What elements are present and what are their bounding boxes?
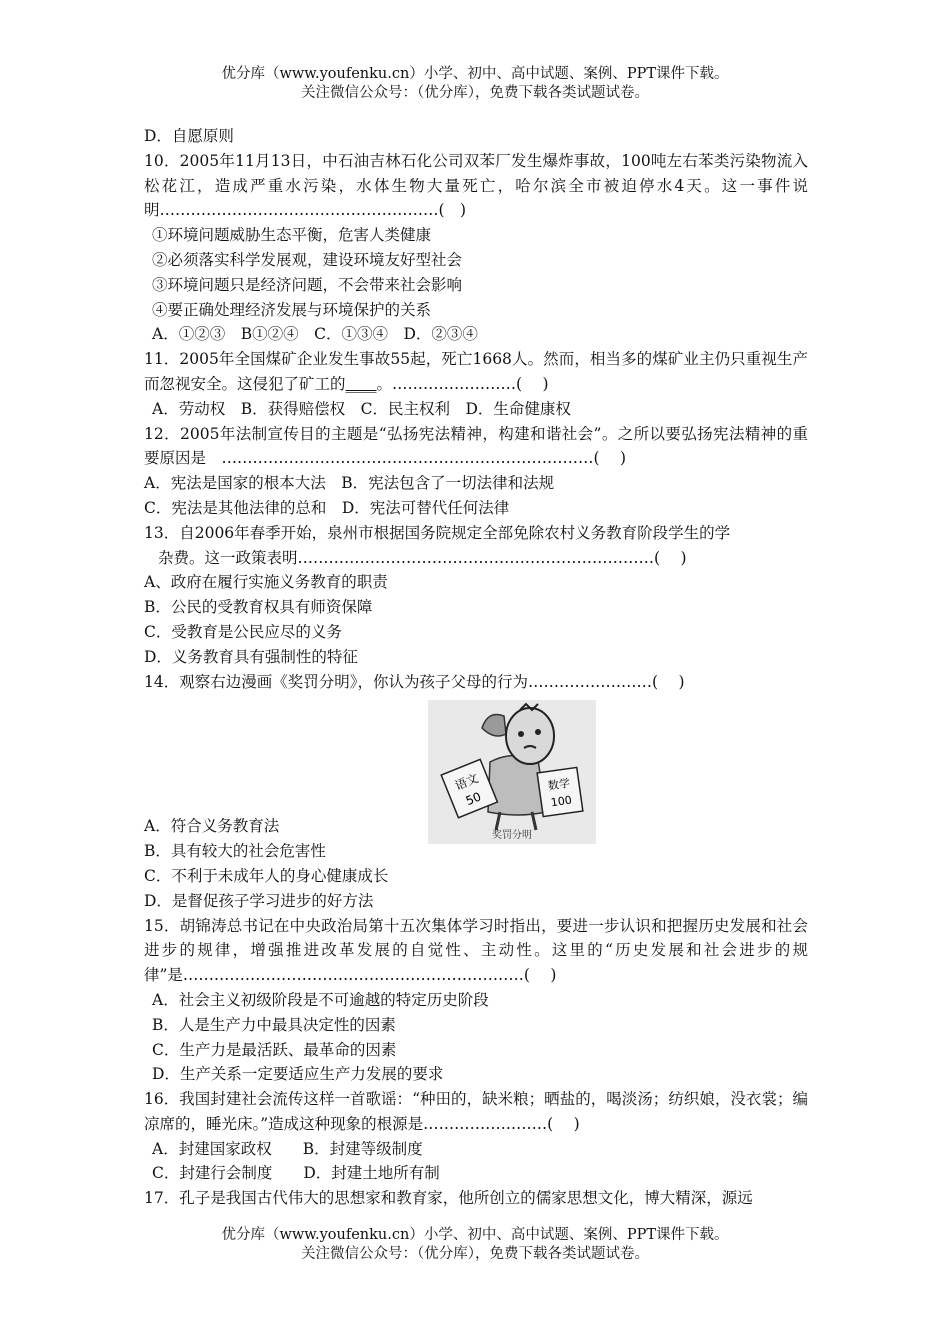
left-paper-score: 50 — [463, 789, 484, 809]
q10-item-4: ④要正确处理经济发展与环境保护的关系 — [152, 300, 432, 319]
q11-options: A．劳动权 B．获得赔偿权 C．民主权利 D．生命健康权 — [152, 399, 571, 418]
q12-options-row-2: C．宪法是其他法律的总和 D．宪法可替代任何法律 — [144, 498, 510, 517]
page-header — [0, 65, 950, 103]
cartoon-caption: 奖罚分明 — [492, 830, 532, 842]
q13-stem-line-2: 杂费。这一政策表明……………………………………………………………( ) — [158, 548, 687, 567]
q15-stem: 15．胡锦涛总书记在中央政治局第十五次集体学习时指出，要进一步认识和把握历史发展和社会进步的规律，增强推进改革发展的自觉性、主动性。这里的“历史发展和社会进步的规律”是…………………………………………………………( ) — [144, 916, 808, 985]
footer-line-2: 关注微信公众号：（优分库），免费下载各类试题试卷。 — [301, 1246, 649, 1262]
q11-blank: ____ — [345, 374, 377, 393]
right-paper-subject: 数学 — [547, 776, 571, 793]
right-paper-score: 100 — [550, 793, 573, 810]
q10-item-3: ③环境问题只是经济问题，不会带来社会影响 — [152, 275, 463, 294]
q14-option-b: B．具有较大的社会危害性 — [144, 842, 326, 861]
q11-stem-after: 。……………………( ) — [376, 374, 549, 393]
page-footer — [0, 1226, 950, 1264]
q13-option-c: C．受教育是公民应尽的义务 — [144, 622, 342, 641]
q15-option-d: D．生产关系一定要适应生产力发展的要求 — [152, 1065, 444, 1084]
child-eye-left — [518, 731, 524, 737]
document-body — [144, 124, 808, 1211]
q11-stem-before: 11．2005年全国煤矿企业发生事故55起，死亡1668人。然而，相当多的煤矿业主仍只重视生产而忽视安全。这侵犯了矿工的 — [144, 350, 808, 393]
q10-stem: 10．2005年11月13日，中石油吉林石化公司双苯厂发生爆炸事故，100吨左右苯类污染物流入松花江，造成严重水污染，水体生物大量死亡，哈尔滨全市被迫停水4天。这一事件说明………………………………………………( ) — [144, 151, 808, 220]
q14-option-c: C．不利于未成年人的身心健康成长 — [144, 866, 389, 885]
q12-stem: 12．2005年法制宣传目的主题是“弘扬宪法精神，构建和谐社会”。之所以要弘扬宪法精神的重要原因是 ………………………………………………………………( ) — [144, 424, 808, 468]
footer-line-1: 优分库（www.youfenku.cn）小学、初中、高中试题、案例、PPT课件下载。 — [221, 1227, 729, 1243]
q9-option-d: D．自愿原则 — [144, 127, 234, 145]
left-paper-subject: 语文 — [452, 771, 481, 794]
cartoon-illustration — [428, 700, 596, 844]
q14-option-d: D．是督促孩子学习进步的好方法 — [144, 891, 374, 910]
q14-option-a: A．符合义务教育法 — [144, 817, 280, 836]
q10-options: A．①②③ B①②④ C．①③④ D．②③④ — [152, 325, 478, 344]
q14-stem: 14．观察右边漫画《奖罚分明》，你认为孩子父母的行为……………………( ) — [144, 672, 685, 691]
q15-option-c: C．生产力是最活跃、最革命的因素 — [152, 1040, 397, 1059]
child-eye-right — [535, 729, 541, 735]
q12-options-row-1: A．宪法是国家的根本大法 B．宪法包含了一切法律和法规 — [144, 474, 555, 493]
child-body — [488, 756, 546, 816]
q16-options-row-1: A．封建国家政权 B．封建等级制度 — [152, 1139, 423, 1158]
header-line-2: 关注微信公众号：（优分库），免费下载各类试题试卷。 — [301, 85, 649, 101]
q13-stem-line-1: 13．自2006年春季开始，泉州市根据国务院规定全部免除农村义务教育阶段学生的学 — [144, 523, 731, 542]
paper-math-score — [537, 768, 583, 817]
child-head — [506, 708, 554, 764]
q13-option-d: D．义务教育具有强制性的特征 — [144, 647, 358, 666]
q10-item-2: ②必须落实科学发展观，建设环境友好型社会 — [152, 250, 463, 269]
q17-stem: 17．孔子是我国古代伟大的思想家和教育家，他所创立的儒家思想文化，博大精深，源远 — [144, 1189, 753, 1208]
q13-option-b: B．公民的受教育权具有师资保障 — [144, 598, 373, 617]
q16-stem: 16．我国封建社会流传这样一首歌谣：“种田的，缺米粮；晒盐的，喝淡汤；纺织娘，没衣裳；编凉席的，睡光床。”造成这种现象的根源是……………………( ) — [144, 1090, 808, 1133]
q15-option-b: B．人是生产力中最具决定性的因素 — [152, 1015, 396, 1034]
header-line-1: 优分库（www.youfenku.cn）小学、初中、高中试题、案例、PPT课件下载。 — [221, 66, 729, 82]
q10-item-1: ①环境问题威胁生态平衡，危害人类健康 — [152, 226, 432, 245]
q16-options-row-2: C．封建行会制度 D．封建土地所有制 — [152, 1164, 440, 1183]
q13-option-a: A、政府在履行实施义务教育的职责 — [144, 573, 388, 592]
q11-stem — [144, 347, 808, 397]
q15-option-a: A．社会主义初级阶段是不可逾越的特定历史阶段 — [152, 990, 489, 1009]
